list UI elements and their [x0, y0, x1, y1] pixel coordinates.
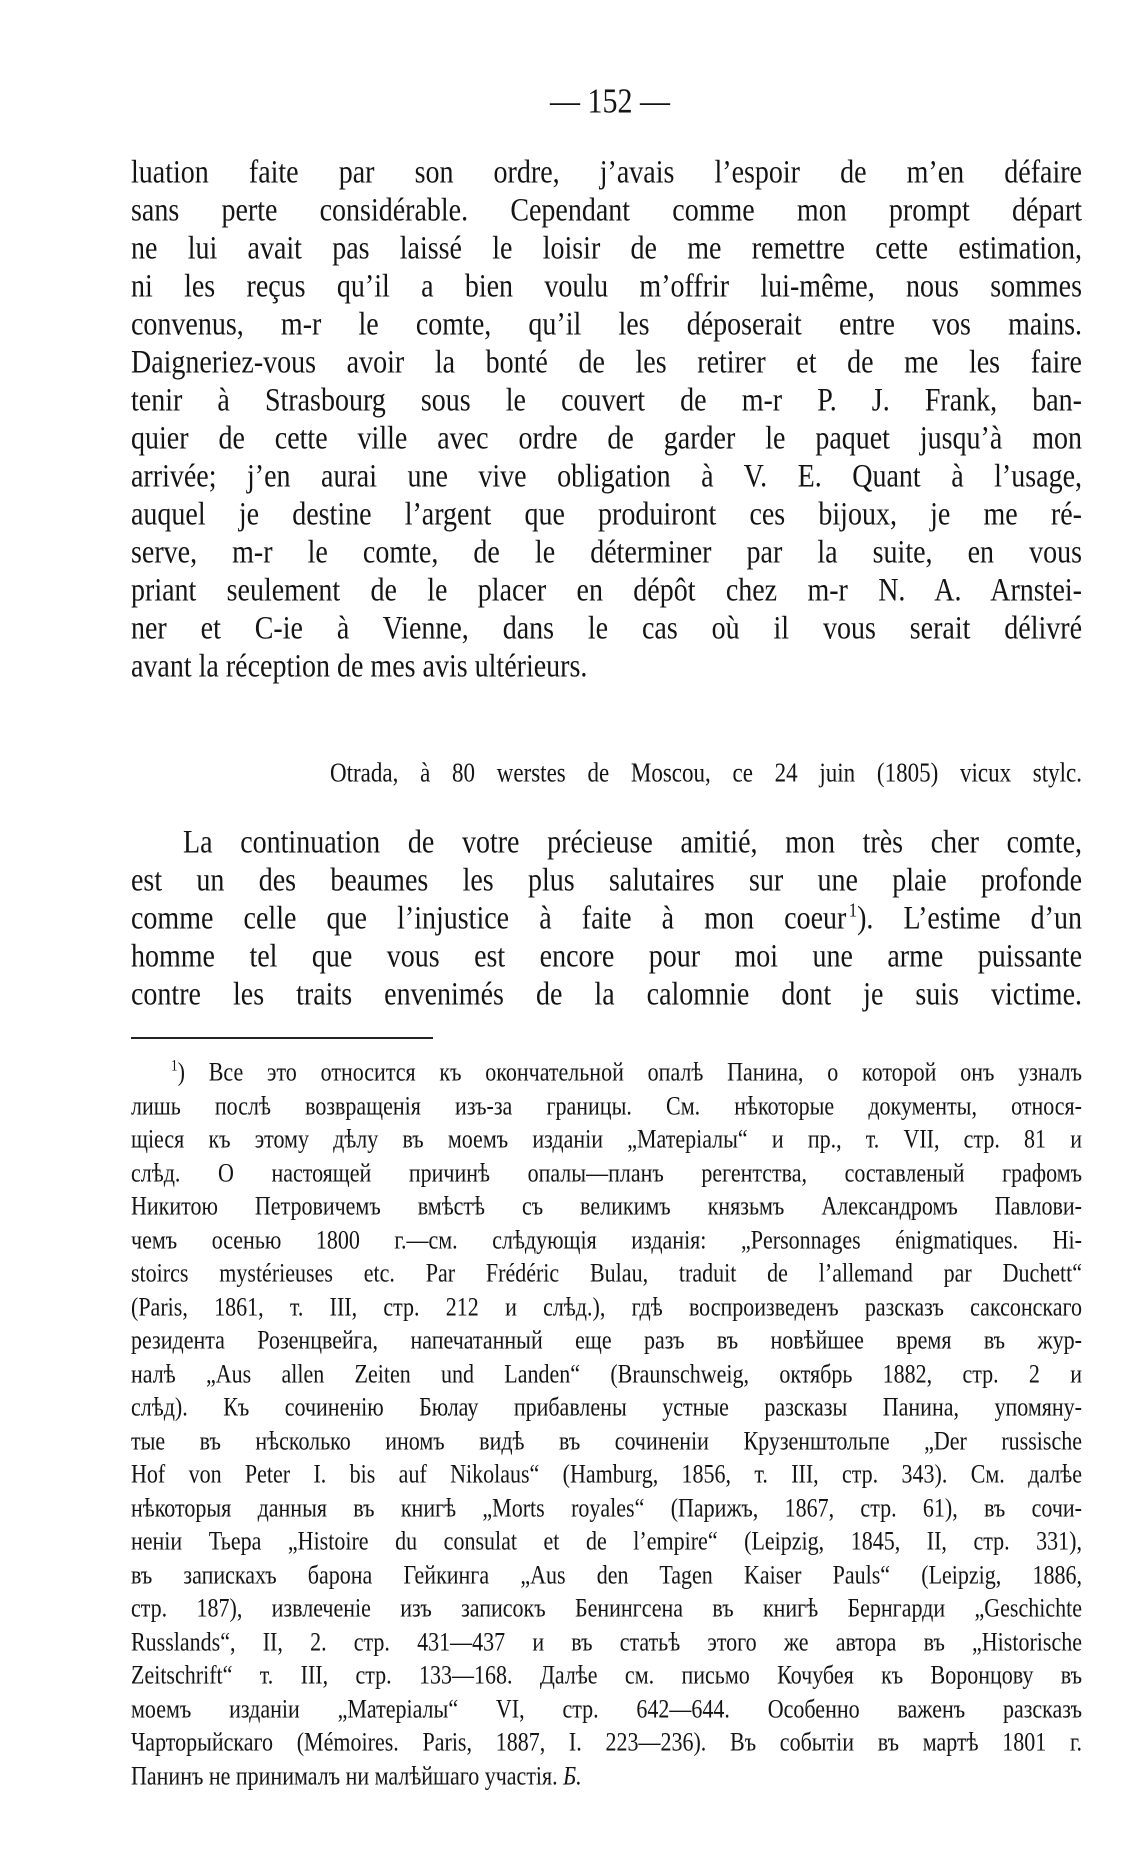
- letter-paragraph: [131, 824, 1082, 1014]
- footnote-line: [131, 1755, 1082, 1795]
- text-line: priant seulement de le placer en dépôt chez m-r N. A. Arnstei-: [131, 572, 1082, 609]
- footnote-line: налѣ „Aus allen Zeiten und Landen“ (Braunschweig, октябрь 1882, стр. 2 и: [131, 1357, 1082, 1388]
- footnote-marker: 1: [171, 1056, 178, 1075]
- page-number: — 152 —: [550, 82, 670, 121]
- footnote-line: Hof von Peter I. bis auf Nikolaus“ (Hamburg, 1856, т. III, стр. 343). См. далѣе: [131, 1458, 1082, 1489]
- text-line: avant la réception de mes avis ultérieurs.: [131, 648, 588, 685]
- footnote-line: Russlands“, II, 2. стр. 431—437 и въ статьѣ этого же автора въ „Historische: [131, 1625, 1082, 1656]
- text-line: convenus, m-r le comte, qu’il les déposerait entre vos mains.: [131, 306, 1082, 343]
- text-line: sans perte considérable. Cependant comme mon prompt départ: [131, 192, 1082, 229]
- text-line: contre les traits envenimés de la calomnie dont je suis victime.: [131, 976, 1082, 1013]
- footnote-reference[interactable]: 1: [848, 898, 858, 921]
- text-line: ni les reçus qu’il a bien voulu m’offrir lui-même, nous sommes: [131, 268, 1082, 305]
- footnote-line: Zeitschrift“ т. III, стр. 133—168. Далѣе см. письмо Кочубея къ Воронцову въ: [131, 1659, 1082, 1690]
- footnote-line: резидента Розенцвейга, напечатанный еще разъ въ новѣйшее время въ жур-: [131, 1324, 1082, 1355]
- text-line: quier de cette ville avec ordre de garder le paquet jusqu’à mon: [131, 420, 1082, 457]
- text-span: ). L’estime d’un: [857, 900, 1082, 937]
- text-line: est un des beaumes les plus salutaires sur une plaie profonde: [131, 862, 1082, 899]
- footnote-line: тые въ нѣсколько иномъ видѣ въ сочиненіи Крузенштольпе „Der russische: [131, 1424, 1082, 1455]
- footnote-line: щіеся къ этому дѣлу въ моемъ изданіи „Матеріалы“ и пр., т. VII, стр. 81 и: [131, 1123, 1082, 1154]
- footnote-line: слѣд). Къ сочиненію Бюлау прибавлены устные разсказы Панина, упомяну-: [131, 1391, 1082, 1422]
- text-line: luation faite par son ordre, j’avais l’espoir de m’en défaire: [131, 154, 1082, 191]
- text-span: comme celle que l’injustice à faite à mon coeur: [131, 900, 847, 937]
- footnote-separator: [131, 1037, 433, 1039]
- footnote-line: моемъ изданіи „Матеріалы“ VI, стр. 642—644. Особенно важенъ разсказъ: [131, 1692, 1082, 1723]
- text-line: La continuation de votre précieuse amitié, mon très cher comte,: [183, 824, 1082, 861]
- text-span: ) Все это относится къ окончательной опалѣ Панина, о которой онъ узналъ: [177, 1056, 1082, 1087]
- footnote-line: stoircs mystérieuses etc. Par Frédéric Bulau, traduit de l’allemand par Duchett“: [131, 1257, 1082, 1288]
- footnote-line: чемъ осенью 1800 г.—см. слѣдующія изданія: „Personnages énigmatiques. Hi-: [131, 1223, 1082, 1254]
- footnote-line: стр. 187), извлеченіе изъ записокъ Бенингсена въ книгѣ Бернгарди „Geschichte: [131, 1592, 1082, 1623]
- text-line: homme tel que vous est encore pour moi une arme puissante: [131, 938, 1082, 975]
- footnote-line: Чарторыйскаго (Mémoires. Paris, 1887, I. 223—236). Въ событіи въ мартѣ 1801 г.: [131, 1726, 1082, 1757]
- text-line: auquel je destine l’argent que produiront ces bijoux, je me ré-: [131, 496, 1082, 533]
- letter-dateline: Otrada, à 80 werstes de Moscou, ce 24 juin (1805) vicux stylc.: [330, 757, 1082, 788]
- text-line: serve, m-r le comte, de le déterminer par la suite, en vous: [131, 534, 1082, 571]
- text-line: ne lui avait pas laissé le loisir de me remettre cette estimation,: [131, 230, 1082, 267]
- text-line: Daigneriez-vous avoir la bonté de les retirer et de me les faire: [131, 344, 1082, 381]
- footnote-line: лишь послѣ возвращенія изъ-за границы. См. нѣкоторые документы, относя-: [131, 1089, 1082, 1120]
- footnote-line: (Paris, 1861, т. III, стр. 212 и слѣд.), гдѣ воспроизведенъ разсказъ саксонскаго: [131, 1290, 1082, 1321]
- footnote-line: слѣд. О настоящей причинѣ опалы—планъ регентства, составленый графомъ: [131, 1156, 1082, 1187]
- letter-continuation-paragraph: [131, 154, 1082, 686]
- footnote-signature: Б.: [563, 1759, 582, 1790]
- text-line: arrivée; j’en aurai une vive obligation à V. E. Quant à l’usage,: [131, 458, 1082, 495]
- footnote-line: неніи Тьера „Histoire du consulat et de l’empire“ (Leipzig, 1845, II, стр. 331),: [131, 1525, 1082, 1556]
- footnote: [131, 1055, 1082, 1792]
- text-line: tenir à Strasbourg sous le couvert de m-r P. J. Frank, ban-: [131, 382, 1082, 419]
- footnote-line: Никитою Петровичемъ вмѣстѣ съ великимъ князьмъ Александромъ Павлови-: [131, 1190, 1082, 1221]
- text-span: Панинъ не принималъ ни малѣйшаго участія.: [131, 1759, 558, 1790]
- text-line: ner et C-ie à Vienne, dans le cas où il vous serait délivré: [131, 610, 1082, 647]
- footnote-line: въ запискахъ барона Гейкинга „Aus den Tagen Kaiser Pauls“ (Leipzig, 1886,: [131, 1558, 1082, 1589]
- footnote-line: нѣкоторыя данныя въ книгѣ „Morts royales“ (Парижъ, 1867, стр. 61), въ сочи-: [131, 1491, 1082, 1522]
